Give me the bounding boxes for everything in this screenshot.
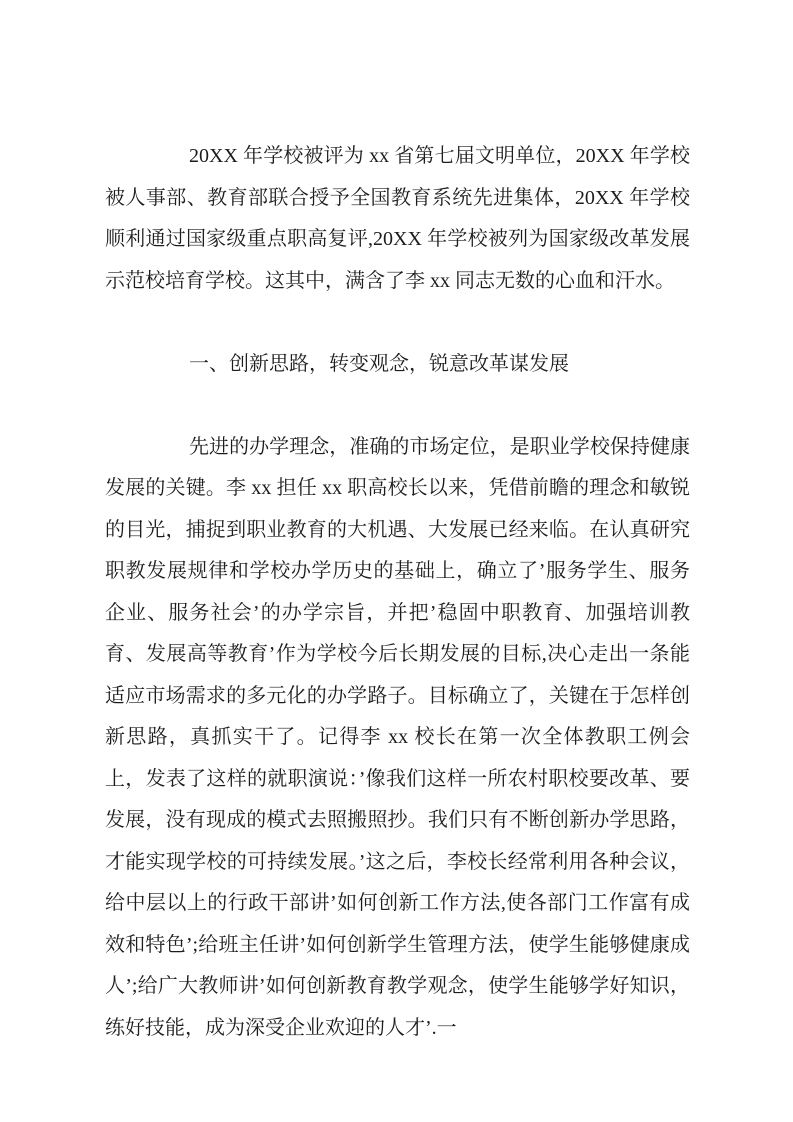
paragraph-achievements: 20XX 年学校被评为 xx 省第七届文明单位，20XX 年学校被人事部、教育部联合授予全国教育系统先进集体，20XX 年学校顺利通过国家级重点职高复评,20XX 年学校被列为国家级改革发展示范校培育学校。这其中，满含了李 xx 同志无数的心血和汗水。 bbox=[105, 145, 690, 292]
paragraph-school-philosophy: 先进的办学理念，准确的市场定位，是职业学校保持健康发展的关键。李 xx 担任 xx 职高校长以来，凭借前瞻的理念和敏锐的目光，捕捉到职业教育的大机遇、大发展已经来临。在认真研究职教发展规律和学校办学历史的基础上，确立了’服务学生、服务企业、服务社会’的办学宗旨，并把’稳固中职教育、加强培训教育、发展高等教育’作为学校今后长期发展的目标,决心走出一条能适应市场需求的多元化的办学路子。目标确立了，关键在于怎样创新思路，真抓实干了。记得李 xx 校长在第一次全体教职工例会上，发表了这样的就职演说：’像我们这样一所农村职校要改革、要发展，没有现成的模式去照搬照抄。我们只有不断创新办学思路，才能实现学校的可持续发展。’这之后，李校长经常利用各种会议，给中层以上的行政干部讲’如何创新工作方法,使各部门工作富有成效和特色’;给班主任讲’如何创新学生管理方法，使学生能够健康成人’;给广大教师讲’如何创新教育教学观念，使学生能够学好知识，练好技能，成为深受企业欢迎的人才’.一 bbox=[105, 435, 690, 1039]
section-heading: 一、创新思路，转变观念，锐意改革谋发展 bbox=[189, 352, 569, 375]
